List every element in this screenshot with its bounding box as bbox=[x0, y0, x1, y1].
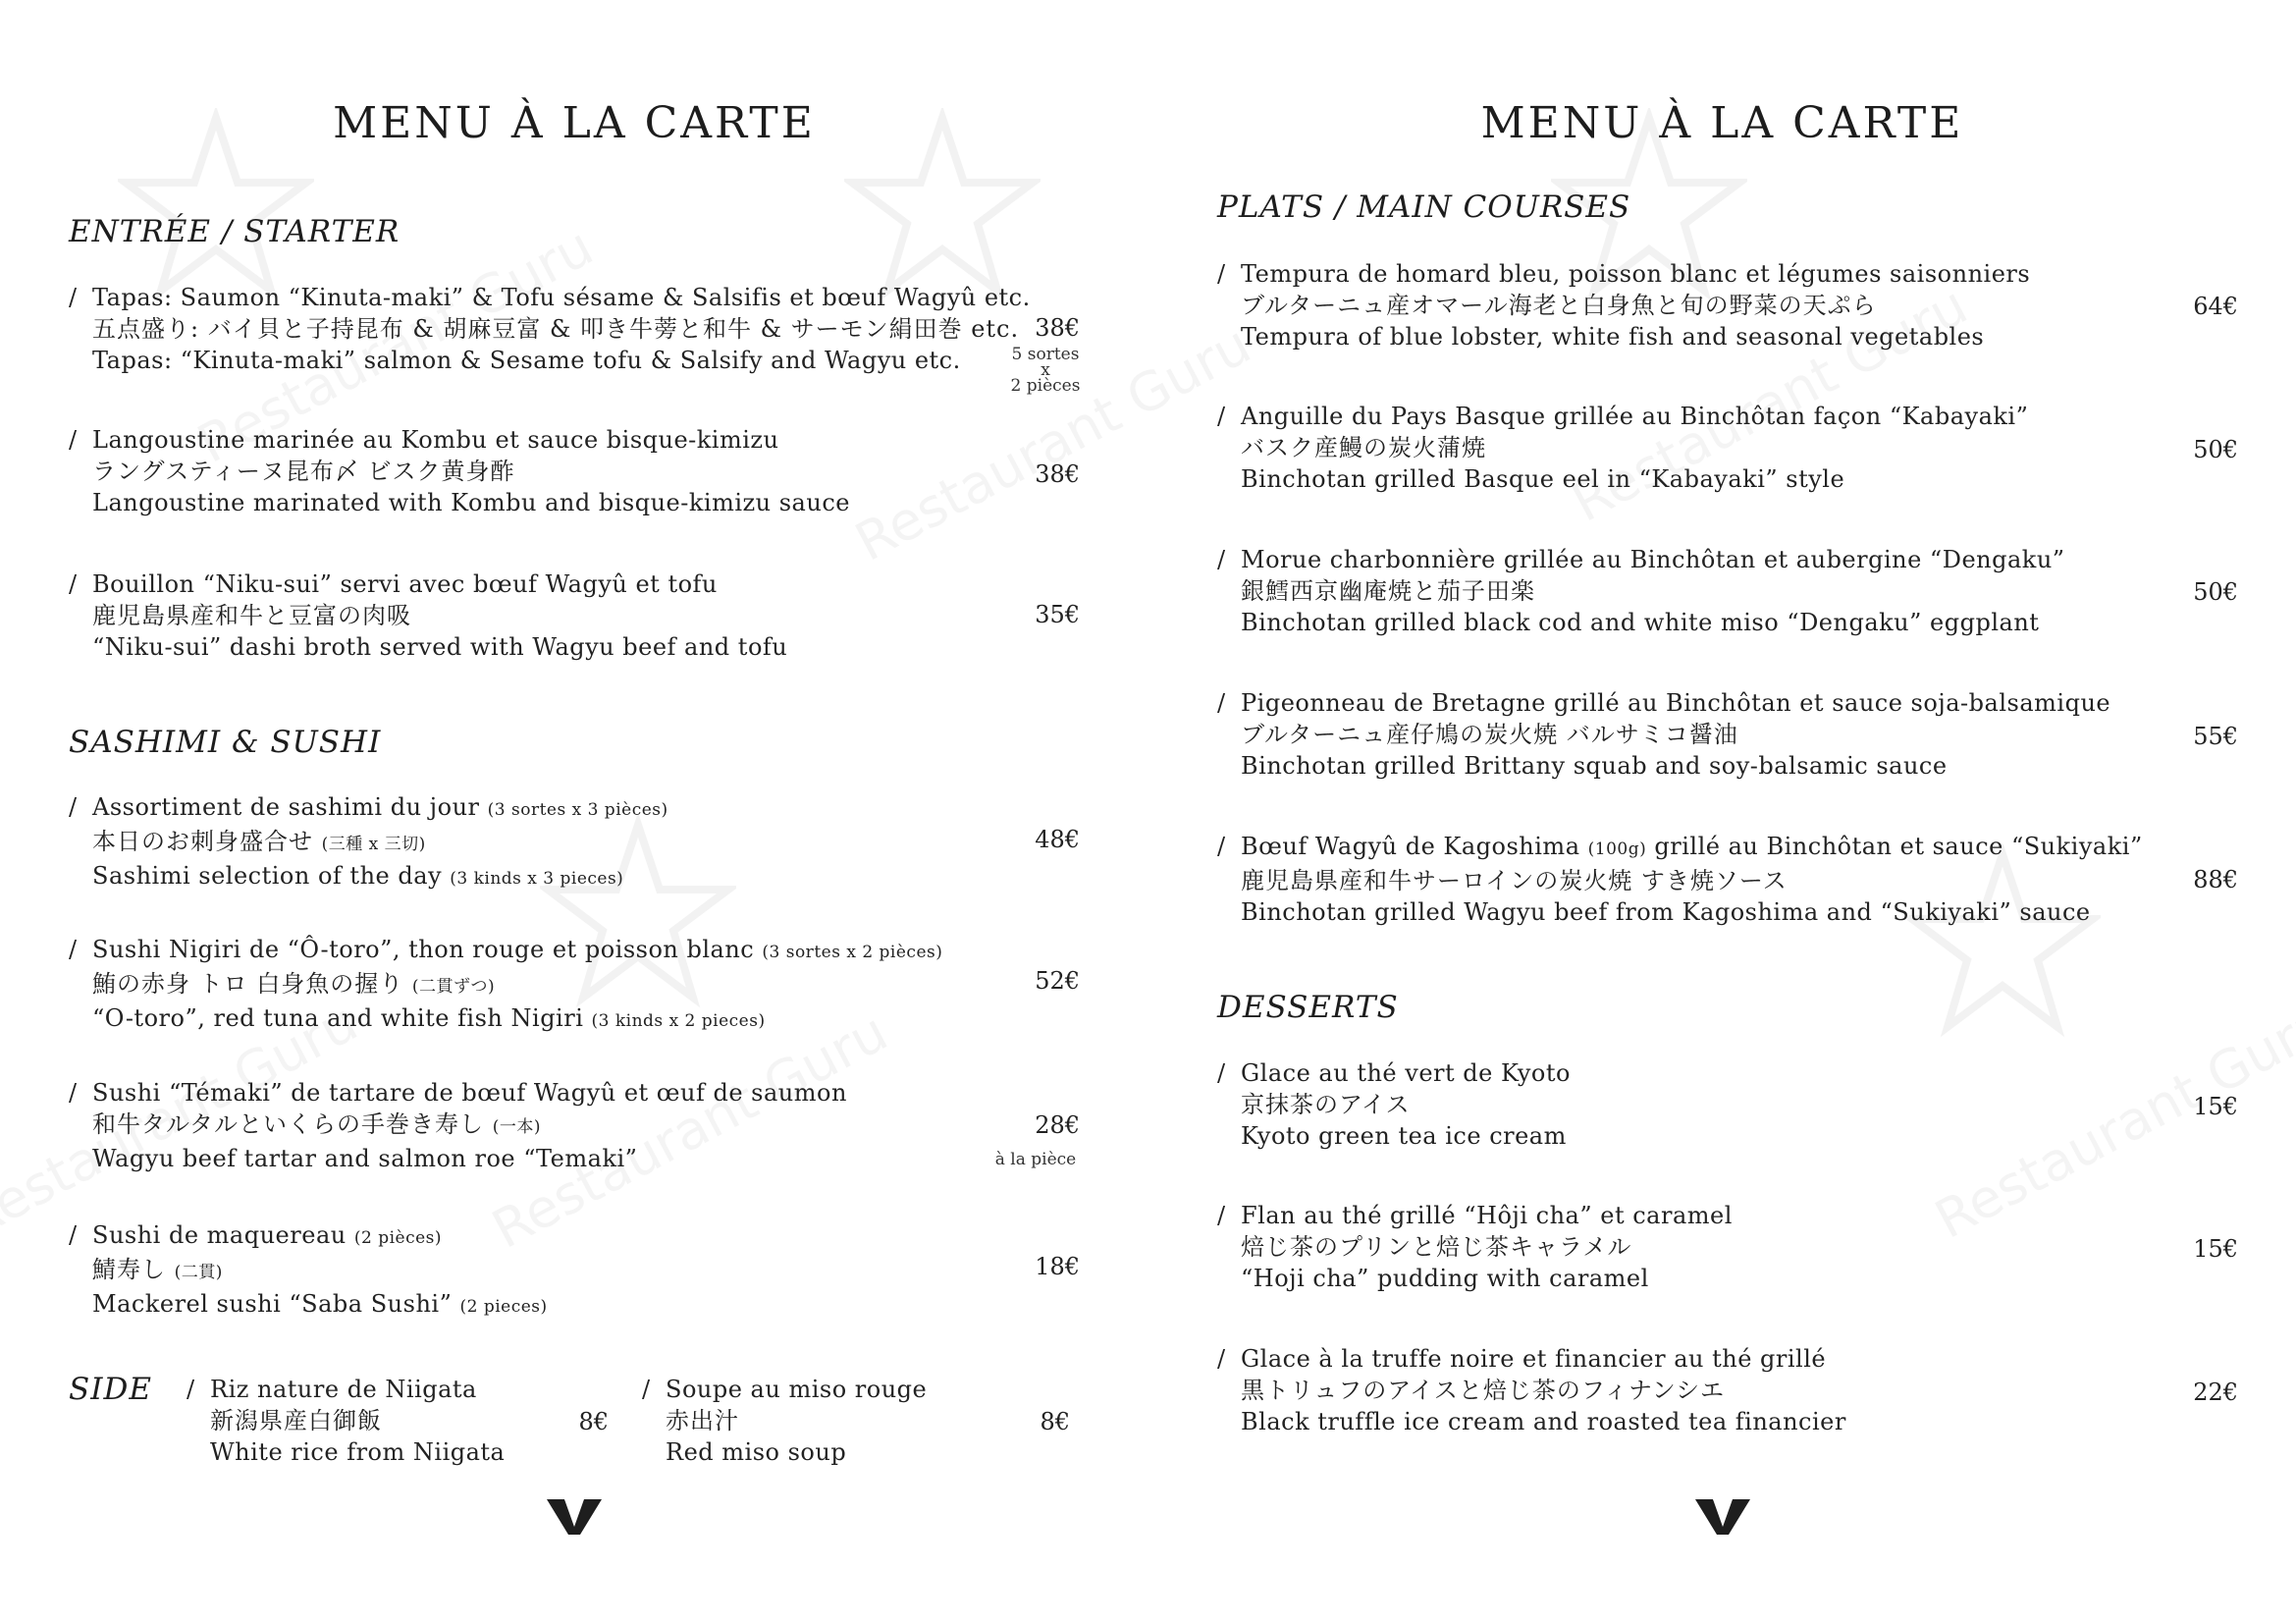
item-name-fr: Bouillon “Niku-sui” servi avec bœuf Wagyû et tofu bbox=[92, 570, 718, 598]
item-name-jp: 鹿児島県産和牛と豆富の肉吸 bbox=[92, 602, 411, 629]
item-name-fr: Riz nature de Niigata bbox=[210, 1376, 477, 1403]
page-title: MENU À LA CARTE bbox=[333, 98, 816, 148]
item-price: 55€ bbox=[2193, 723, 2238, 750]
menu-item: / Soupe au miso rouge 赤出汁 Red miso soup bbox=[642, 1376, 928, 1466]
item-price: 50€ bbox=[2193, 578, 2238, 606]
item-name-fr: Sushi de maquereau bbox=[92, 1221, 347, 1249]
item-name-fr: Glace au thé vert de Kyoto bbox=[1241, 1059, 1571, 1087]
item-name-jp: バスク産鰻の炭火蒲焼 bbox=[1241, 434, 1486, 461]
menu-item: / Assortiment de sashimi du jour (3 sortes x 3 pièces) 本日のお刺身盛合せ (三種 x 三切) Sashimi selection of the day (3 kinds x 3 pieces) bbox=[69, 793, 668, 890]
item-price: 50€ bbox=[2193, 436, 2238, 463]
item-name-jp: 鮪の赤身 トロ 白身魚の握り bbox=[92, 970, 404, 998]
item-price: 15€ bbox=[2193, 1235, 2238, 1263]
item-name-fr: Morue charbonnière grillée au Binchôtan et aubergine “Dengaku” bbox=[1241, 546, 2065, 573]
restaurant-logo-icon bbox=[1693, 1497, 1752, 1537]
item-note: 5 sortes x 2 pièces bbox=[1010, 345, 1081, 396]
item-name-jp: 和牛タルタルといくらの手巻き寿し bbox=[92, 1110, 485, 1138]
item-price: 18€ bbox=[1035, 1253, 1080, 1280]
item-name-en: Binchotan grilled Basque eel in “Kabayaki” style bbox=[1241, 465, 1845, 493]
item-name-fr: Tempura de homard bleu, poisson blanc et légumes saisonniers bbox=[1241, 260, 2031, 288]
item-name-fr: Flan au thé grillé “Hôji cha” et caramel bbox=[1241, 1202, 1733, 1229]
item-portion-en: (2 pieces) bbox=[459, 1297, 548, 1317]
item-name-fr: Assortiment de sashimi du jour bbox=[92, 793, 480, 821]
item-name-jp: 京抹茶のアイス bbox=[1241, 1091, 1411, 1118]
menu-item: / Anguille du Pays Basque grillée au Binchôtan façon “Kabayaki” バスク産鰻の炭火蒲焼 Binchotan grilled Basque eel in “Kabayaki” style bbox=[1217, 403, 2029, 493]
item-name-jp: 鯖寿し bbox=[92, 1256, 166, 1283]
section-heading-sushi: SASHIMI & SUSHI bbox=[69, 725, 382, 760]
item-name-en: Sashimi selection of the day bbox=[92, 862, 443, 890]
menu-item: / Tempura de homard bleu, poisson blanc et légumes saisonniers ブルターニュ産オマール海老と白身魚と旬の野菜の天ぷら Tempura of blue lobster, white fish and seasonal vegetables bbox=[1217, 260, 2031, 351]
item-name-en: Kyoto green tea ice cream bbox=[1241, 1122, 1567, 1150]
item-price: 15€ bbox=[2193, 1093, 2238, 1120]
item-name-jp: 赤出汁 bbox=[666, 1407, 739, 1434]
item-price: 38€ bbox=[1035, 460, 1080, 488]
menu-item: / Morue charbonnière grillée au Binchôtan et aubergine “Dengaku” 銀鱈西京幽庵焼と茄子田楽 Binchotan grilled black cod and white miso “Dengaku” eggplant bbox=[1217, 546, 2065, 636]
item-name-jp: 五点盛り: バイ貝と子持昆布 & 胡麻豆富 & 叩き牛蒡と和牛 & サーモン絹田巻 etc. bbox=[92, 315, 1020, 343]
section-heading-side: SIDE bbox=[69, 1372, 152, 1407]
section-heading-mains: PLATS / MAIN COURSES bbox=[1217, 189, 1631, 225]
item-price: 52€ bbox=[1035, 967, 1080, 995]
menu-item: / Sushi de maquereau (2 pièces) 鯖寿し (二貫) Mackerel sushi “Saba Sushi” (2 pieces) bbox=[69, 1221, 548, 1318]
item-name-jp: 本日のお刺身盛合せ bbox=[92, 828, 313, 855]
item-price: 8€ bbox=[578, 1408, 609, 1435]
item-portion-en: (3 kinds x 3 pieces) bbox=[450, 869, 624, 889]
item-name-en: Red miso soup bbox=[666, 1438, 847, 1466]
item-name-en: Tapas: “Kinuta-maki” salmon & Sesame tofu & Salsify and Wagyu etc. bbox=[92, 347, 961, 374]
item-portion-jp: (三種 x 三切) bbox=[321, 835, 426, 854]
item-name-fr: Sushi “Témaki” de tartare de bœuf Wagyû et œuf de saumon bbox=[92, 1079, 847, 1107]
item-name-fr: Langoustine marinée au Kombu et sauce bisque-kimizu bbox=[92, 426, 779, 454]
item-price: 35€ bbox=[1035, 601, 1080, 628]
item-price: 64€ bbox=[2193, 293, 2238, 320]
item-name-jp: ブルターニュ産オマール海老と白身魚と旬の野菜の天ぷら bbox=[1241, 292, 1877, 319]
item-name-en: Tempura of blue lobster, white fish and seasonal vegetables bbox=[1241, 323, 1985, 351]
section-heading-starter: ENTRÉE / STARTER bbox=[69, 214, 400, 249]
item-name-fr-cont: grillé au Binchôtan et sauce “Sukiyaki” bbox=[1654, 833, 2143, 860]
item-price: 8€ bbox=[1040, 1408, 1070, 1435]
item-name-en: Binchotan grilled black cod and white miso “Dengaku” eggplant bbox=[1241, 609, 2040, 636]
right-menu-page bbox=[1148, 0, 2296, 1623]
item-name-fr: Glace à la truffe noire et financier au thé grillé bbox=[1241, 1345, 1827, 1373]
section-heading-desserts: DESSERTS bbox=[1217, 990, 1399, 1025]
item-name-en: Langoustine marinated with Kombu and bisque-kimizu sauce bbox=[92, 489, 850, 516]
item-name-jp: 黒トリュフのアイスと焙じ茶のフィナンシエ bbox=[1241, 1377, 1726, 1404]
item-portion-fr: (3 sortes x 3 pièces) bbox=[487, 800, 668, 820]
item-price: 28€ bbox=[1035, 1111, 1080, 1139]
menu-item: / Riz nature de Niigata 新潟県産白御飯 White rice from Niigata bbox=[187, 1376, 506, 1466]
item-note: à la pièce bbox=[994, 1150, 1077, 1169]
menu-item: / Sushi Nigiri de “Ô-toro”, thon rouge et poisson blanc (3 sortes x 2 pièces) 鮪の赤身 トロ 白身魚の握り (二貫ずつ) “O-toro”, red tuna and white fish Nigiri (3 kinds x 2 pieces) bbox=[69, 936, 943, 1032]
item-price: 38€ bbox=[1035, 314, 1080, 342]
item-name-jp: ブルターニュ産仔鳩の炭火焼 バルサミコ醤油 bbox=[1241, 721, 1738, 748]
item-name-jp: 新潟県産白御飯 bbox=[210, 1407, 382, 1434]
item-name-en: Binchotan grilled Wagyu beef from Kagoshima and “Sukiyaki” sauce bbox=[1241, 898, 2091, 926]
menu-item: / Flan au thé grillé “Hôji cha” et caramel 焙じ茶のプリンと焙じ茶キャラメル “Hoji cha” pudding with caramel bbox=[1217, 1202, 1733, 1292]
menu-item: / Sushi “Témaki” de tartare de bœuf Wagyû et œuf de saumon 和牛タルタルといくらの手巻き寿し (一本) Wagyu beef tartar and salmon roe “Temaki” bbox=[69, 1079, 847, 1172]
item-name-fr: Tapas: Saumon “Kinuta-maki” & Tofu sésame & Salsifis et bœuf Wagyû etc. bbox=[92, 284, 1031, 311]
item-name-fr: Soupe au miso rouge bbox=[666, 1376, 928, 1403]
item-price: 22€ bbox=[2193, 1379, 2238, 1406]
item-name-jp: 焙じ茶のプリンと焙じ茶キャラメル bbox=[1241, 1233, 1632, 1261]
item-name-en: Wagyu beef tartar and salmon roe “Temaki” bbox=[92, 1145, 638, 1172]
item-portion-fr: (2 pièces) bbox=[353, 1228, 443, 1248]
item-name-en: White rice from Niigata bbox=[210, 1438, 506, 1466]
item-name-jp: 鹿児島県産和牛サーロインの炭火焼 すき焼ソース bbox=[1241, 867, 1788, 894]
menu-item: / Bouillon “Niku-sui” servi avec bœuf Wagyû et tofu 鹿児島県産和牛と豆富の肉吸 “Niku-sui” dashi broth served with Wagyu beef and tofu bbox=[69, 570, 788, 661]
item-name-jp: 銀鱈西京幽庵焼と茄子田楽 bbox=[1241, 577, 1535, 605]
item-portion-en: (3 kinds x 2 pieces) bbox=[591, 1011, 766, 1031]
item-name-en: “Niku-sui” dashi broth served with Wagyu beef and tofu bbox=[92, 633, 788, 661]
item-name-fr: Anguille du Pays Basque grillée au Binchôtan façon “Kabayaki” bbox=[1241, 403, 2029, 430]
item-name-fr: Sushi Nigiri de “Ô-toro”, thon rouge et poisson blanc bbox=[92, 936, 755, 963]
item-name-fr: Bœuf Wagyû de Kagoshima bbox=[1241, 833, 1580, 860]
item-name-jp: ラングスティーヌ昆布〆 ビスク黄身酢 bbox=[92, 458, 515, 485]
item-name-fr: Pigeonneau de Bretagne grillé au Binchôtan et sauce soja-balsamique bbox=[1241, 689, 2111, 717]
item-portion-fr: (100g) bbox=[1587, 839, 1647, 859]
restaurant-logo-icon bbox=[545, 1497, 604, 1537]
item-name-en: Black truffle ice cream and roasted tea financier bbox=[1241, 1408, 1846, 1435]
item-portion-fr: (3 sortes x 2 pièces) bbox=[762, 943, 943, 962]
item-portion-jp: (二貫ずつ) bbox=[411, 977, 496, 997]
menu-item: / Tapas: Saumon “Kinuta-maki” & Tofu sésame & Salsifis et bœuf Wagyû etc. 五点盛り: バイ貝と子持昆布 & 胡麻豆富 & 叩き牛蒡と和牛 & サーモン絹田巻 etc. Tapas: “Kinuta-maki” salmon & Sesame tofu & Salsify and Wagyu etc. bbox=[69, 284, 1031, 374]
menu-item: / Langoustine marinée au Kombu et sauce bisque-kimizu ラングスティーヌ昆布〆 ビスク黄身酢 Langoustine marinated with Kombu and bisque-kimizu sauce bbox=[69, 426, 850, 516]
menu-item: / Glace au thé vert de Kyoto 京抹茶のアイス Kyoto green tea ice cream bbox=[1217, 1059, 1571, 1150]
menu-item: / Pigeonneau de Bretagne grillé au Binchôtan et sauce soja-balsamique ブルターニュ産仔鳩の炭火焼 バルサミコ醤油 Binchotan grilled Brittany squab and soy-balsamic sauce bbox=[1217, 689, 2111, 780]
menu-item: / Glace à la truffe noire et financier au thé grillé 黒トリュフのアイスと焙じ茶のフィナンシエ Black truffle ice cream and roasted tea financier bbox=[1217, 1345, 1846, 1435]
item-price: 88€ bbox=[2193, 866, 2238, 893]
menu-item: / Bœuf Wagyû de Kagoshima (100g) grillé au Binchôtan et sauce “Sukiyaki” 鹿児島県産和牛サーロインの炭火焼 すき焼ソース Binchotan grilled Wagyu beef from Kagoshima and “Sukiyaki” sauce bbox=[1217, 833, 2143, 926]
item-name-en: Mackerel sushi “Saba Sushi” bbox=[92, 1290, 453, 1318]
item-name-en: “Hoji cha” pudding with caramel bbox=[1241, 1265, 1649, 1292]
item-portion-jp: (一本) bbox=[492, 1117, 541, 1137]
item-portion-jp: (二貫) bbox=[174, 1263, 223, 1282]
item-price: 48€ bbox=[1035, 826, 1080, 853]
item-name-en: Binchotan grilled Brittany squab and soy-balsamic sauce bbox=[1241, 752, 1948, 780]
item-name-en: “O-toro”, red tuna and white fish Nigiri bbox=[92, 1004, 584, 1032]
page-title: MENU À LA CARTE bbox=[1480, 98, 1964, 148]
